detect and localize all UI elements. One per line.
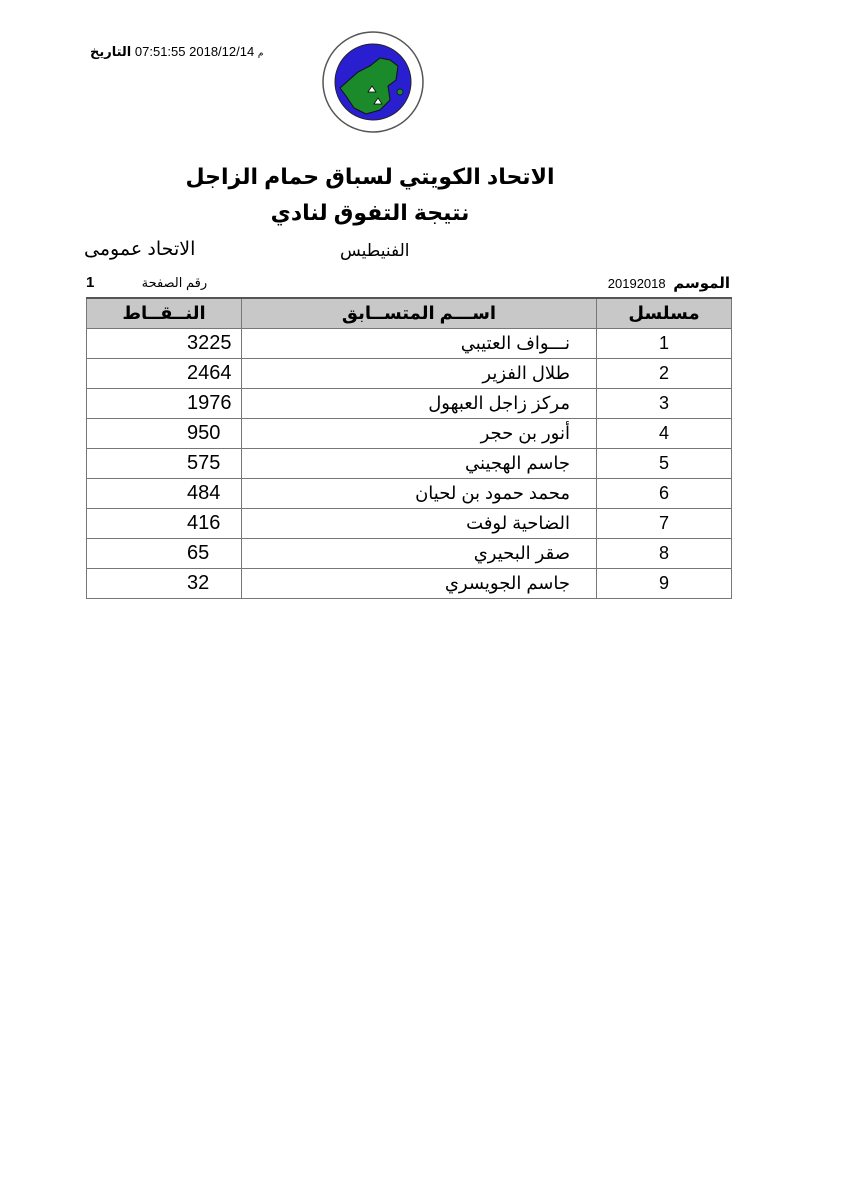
date-value: 2018/12/14 07:51:55 — [134, 44, 255, 59]
cell-serial: 4 — [597, 419, 732, 449]
table-row — [87, 389, 732, 419]
table-header-row — [87, 298, 732, 329]
table-row — [87, 329, 732, 359]
cell-points: 1976 — [87, 389, 242, 419]
season-value: 20192018 — [607, 276, 666, 291]
cell-name: صقر البحيري — [242, 539, 597, 569]
cell-points: 950 — [87, 419, 242, 449]
header-serial: مسلسل — [597, 298, 732, 329]
table-row — [87, 449, 732, 479]
cell-name: جاسم الجويسري — [242, 569, 597, 599]
cell-points: 3225 — [87, 329, 242, 359]
season — [608, 274, 730, 292]
cell-serial: 3 — [597, 389, 732, 419]
season-label: الموسم — [673, 275, 730, 292]
table-row — [87, 539, 732, 569]
cell-name: نـــواف العتيبي — [242, 329, 597, 359]
federation-logo — [318, 30, 428, 140]
cell-serial: 2 — [597, 359, 732, 389]
cell-points: 32 — [87, 569, 242, 599]
cell-serial: 7 — [597, 509, 732, 539]
union-name: الاتحاد عمومى — [84, 239, 196, 260]
cell-points: 2464 — [87, 359, 242, 389]
cell-serial: 5 — [597, 449, 732, 479]
cell-name: الضاحية لوفت — [242, 509, 597, 539]
cell-serial: 1 — [597, 329, 732, 359]
page-number — [86, 274, 213, 291]
table-row — [87, 479, 732, 509]
header-points: النــقــاط — [87, 298, 242, 329]
cell-name: جاسم الهجيني — [242, 449, 597, 479]
results-table — [86, 297, 732, 599]
date-label: التاريخ — [90, 44, 132, 59]
cell-serial: 8 — [597, 539, 732, 569]
cell-serial: 6 — [597, 479, 732, 509]
cell-name: طلال الفزير — [242, 359, 597, 389]
cell-points: 65 — [87, 539, 242, 569]
cell-serial: 9 — [597, 569, 732, 599]
cell-name: محمد حمود بن لحيان — [242, 479, 597, 509]
cell-points: 575 — [87, 449, 242, 479]
table-row — [87, 419, 732, 449]
page-number-value: 1 — [86, 274, 95, 291]
page-number-label: رقم الصفحة — [141, 275, 208, 290]
cell-points: 416 — [87, 509, 242, 539]
table-row — [87, 569, 732, 599]
header-name: اســـم المتســابق — [242, 298, 597, 329]
table-row — [87, 509, 732, 539]
report-subtitle: نتيجة التفوق لنادي — [270, 200, 470, 225]
am-pm: م — [257, 48, 264, 58]
cell-name: مركز زاجل العبهول — [242, 389, 597, 419]
report-title: الاتحاد الكويتي لسباق حمام الزاجل — [185, 164, 555, 189]
table-row — [87, 359, 732, 389]
cell-points: 484 — [87, 479, 242, 509]
cell-name: أنور بن حجر — [242, 419, 597, 449]
date-row — [76, 44, 265, 60]
region-name: الفنيطيس — [340, 241, 410, 260]
